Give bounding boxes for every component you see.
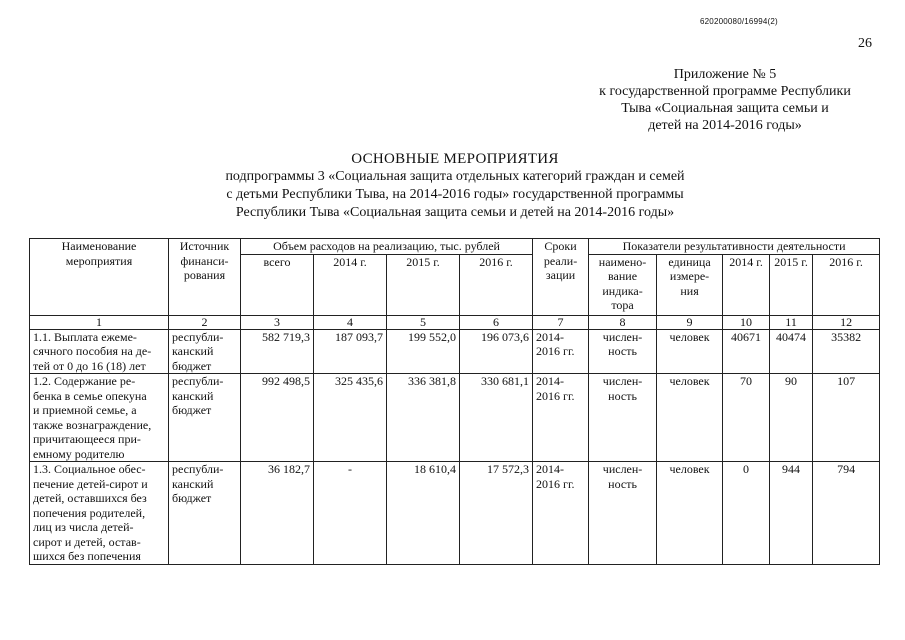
indicator-name: числен- ность [589,462,657,565]
indicator-2015: 90 [770,374,813,462]
expense-2015: 199 552,0 [387,329,460,374]
indicator-2015: 40474 [770,329,813,374]
column-number: 7 [533,315,589,329]
header-source: Источник финанси- рования [169,239,241,316]
table-row [30,374,880,462]
indicator-unit: человек [657,462,723,565]
expense-total: 992 498,5 [241,374,314,462]
column-number: 6 [460,315,533,329]
activities-table [29,238,880,565]
header-indicator-2015: 2015 г. [770,254,813,315]
indicator-unit: человек [657,329,723,374]
funding-source: республи- канский бюджет [169,329,241,374]
expense-2016: 196 073,6 [460,329,533,374]
header-unit: единица измере- ния [657,254,723,315]
indicator-2015: 944 [770,462,813,565]
table-row [30,462,880,565]
activity-name: 1.2. Содержание ре- бенка в семье опекуна и приемной семье, а также вознаграждение, причитающееся при- емному родителю [30,374,169,462]
indicator-2014: 0 [723,462,770,565]
document-heading [180,150,730,222]
header-total: всего [241,254,314,315]
page-number: 26 [858,36,872,51]
header-expenses: Объем расходов на реализацию, тыс. рублей [241,239,533,255]
annex-header [560,66,890,134]
column-number: 3 [241,315,314,329]
column-number: 5 [387,315,460,329]
table-header-row [30,239,880,255]
expense-2014: 187 093,7 [314,329,387,374]
indicator-2016: 794 [813,462,880,565]
annex-line: к государственной программе Республики [599,84,851,99]
annex-line: детей на 2014-2016 годы» [648,118,802,133]
indicator-2014: 40671 [723,329,770,374]
document-code: 620200080/16994(2) [700,17,778,26]
indicator-name: числен- ность [589,329,657,374]
header-2014: 2014 г. [314,254,387,315]
expense-2015: 336 381,8 [387,374,460,462]
expense-2014: 325 435,6 [314,374,387,462]
expense-2016: 17 572,3 [460,462,533,565]
header-terms: Сроки реали- зации [533,239,589,316]
indicator-unit: человек [657,374,723,462]
indicator-2016: 35382 [813,329,880,374]
header-indicators: Показатели результативности деятельности [589,239,880,255]
column-number: 8 [589,315,657,329]
column-number: 10 [723,315,770,329]
activity-name: 1.3. Социальное обес- печение детей-сирот и детей, оставшихся без попечения родителей, лиц из числа детей- сирот и детей, остав- шихся без попечения [30,462,169,565]
expense-2014: - [314,462,387,565]
column-number: 1 [30,315,169,329]
expense-total: 36 182,7 [241,462,314,565]
expense-total: 582 719,3 [241,329,314,374]
table-row [30,329,880,374]
implementation-terms: 2014- 2016 гг. [533,329,589,374]
column-numbers-row [30,315,880,329]
header-indicator-2014: 2014 г. [723,254,770,315]
column-number: 11 [770,315,813,329]
expense-2016: 330 681,1 [460,374,533,462]
activity-name: 1.1. Выплата ежеме- сячного пособия на де- тей от 0 до 16 (18) лет [30,329,169,374]
heading-title: ОСНОВНЫЕ МЕРОПРИЯТИЯ [351,151,559,167]
indicator-name: числен- ность [589,374,657,462]
annex-line: Приложение № 5 [673,67,777,82]
heading-line: с детьми Республики Тыва, на 2014-2016 годы» государственной программы [226,187,684,202]
funding-source: республи- канский бюджет [169,462,241,565]
header-indicator-2016: 2016 г. [813,254,880,315]
heading-line: подпрограммы 3 «Социальная защита отдельных категорий граждан и семей [225,169,685,184]
header-2016: 2016 г. [460,254,533,315]
indicator-2014: 70 [723,374,770,462]
expense-2015: 18 610,4 [387,462,460,565]
heading-line: Республики Тыва «Социальная защита семьи и детей на 2014-2016 годы» [235,205,675,220]
implementation-terms: 2014- 2016 гг. [533,374,589,462]
header-name: Наименование мероприятия [30,239,169,316]
header-2015: 2015 г. [387,254,460,315]
header-indicator-name: наимено- вание индика- тора [589,254,657,315]
annex-line: Тыва «Социальная защита семьи и [621,101,829,116]
funding-source: республи- канский бюджет [169,374,241,462]
column-number: 12 [813,315,880,329]
implementation-terms: 2014- 2016 гг. [533,462,589,565]
column-number: 9 [657,315,723,329]
indicator-2016: 107 [813,374,880,462]
column-number: 2 [169,315,241,329]
column-number: 4 [314,315,387,329]
